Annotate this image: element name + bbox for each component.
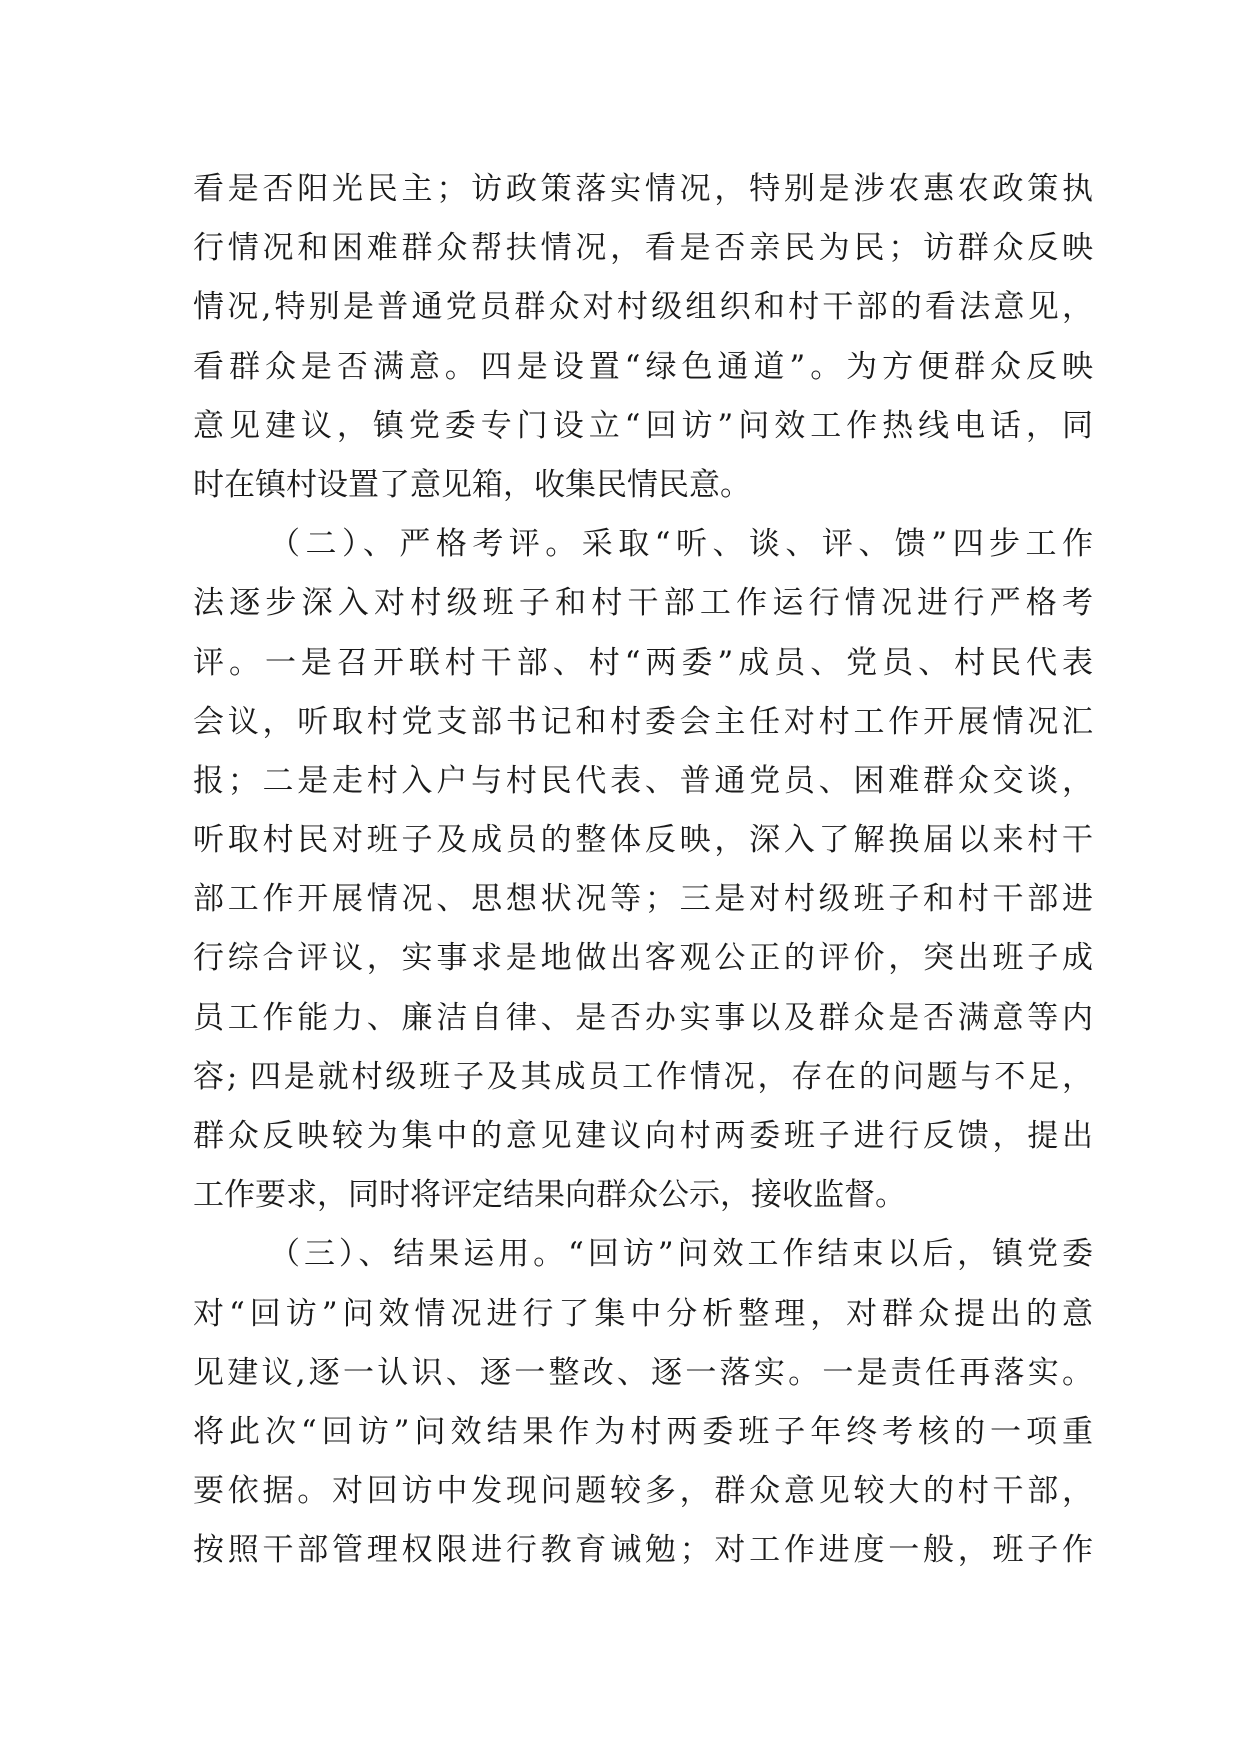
text-line: 见建议,逐一认识、逐一整改、逐一落实。一是责任再落实。	[193, 1354, 1093, 1391]
text-line: 听取村民对班子及成员的整体反映，深入了解换届以来村干	[193, 822, 1093, 859]
section-heading-line: （三）、结果运用。“回访”问效工作结束以后，镇党委	[269, 1236, 1093, 1273]
text-line: 部工作开展情况、思想状况等；三是对村级班子和村干部进	[193, 881, 1093, 918]
text-line: 群众反映较为集中的意见建议向村两委班子进行反馈，提出	[193, 1118, 1093, 1154]
text-line: 行综合评议，实事求是地做出客观公正的评价，突出班子成	[193, 940, 1093, 977]
text-line: 会议，听取村党支部书记和村委会主任对村工作开展情况汇	[193, 703, 1093, 740]
text-line: 员工作能力、廉洁自律、是否办实事以及群众是否满意等内	[193, 999, 1093, 1036]
text-line: 容; 四是就村级班子及其成员工作情况，存在的问题与不足，	[193, 1058, 1093, 1095]
section-heading-line: （二）、严格考评。采取“听、谈、评、馈”四步工作	[269, 526, 1093, 563]
document-page	[193, 160, 1093, 1581]
text-line: 评。一是召开联村干部、村“两委”成员、党员、村民代表	[193, 644, 1093, 681]
text-line: 工作要求，同时将评定结果向群众公示，接收监督。	[193, 1177, 906, 1214]
text-line: 按照干部管理权限进行教育诫勉；对工作进度一般，班子作	[193, 1532, 1093, 1569]
text-line: 看群众是否满意。四是设置“绿色通道”。为方便群众反映	[193, 348, 1093, 385]
text-line: 将此次“回访”问效结果作为村两委班子年终考核的一项重	[193, 1413, 1093, 1450]
text-line: 情况,特别是普通党员群众对村级组织和村干部的看法意见，	[193, 289, 1093, 326]
text-line: 行情况和困难群众帮扶情况，看是否亲民为民；访群众反映	[193, 230, 1093, 267]
text-line: 看是否阳光民主；访政策落实情况，特别是涉农惠农政策执	[193, 171, 1093, 207]
text-line: 意见建议，镇党委专门设立“回访”问效工作热线电话，同	[193, 407, 1093, 444]
text-line: 时在镇村设置了意见箱，收集民情民意。	[193, 466, 751, 503]
text-line: 法逐步深入对村级班子和村干部工作运行情况进行严格考	[193, 585, 1093, 622]
text-line: 报；二是走村入户与村民代表、普通党员、困难群众交谈，	[193, 762, 1093, 799]
text-line: 要依据。对回访中发现问题较多，群众意见较大的村干部，	[193, 1473, 1093, 1510]
text-line: 对“回访”问效情况进行了集中分析整理，对群众提出的意	[193, 1295, 1093, 1332]
